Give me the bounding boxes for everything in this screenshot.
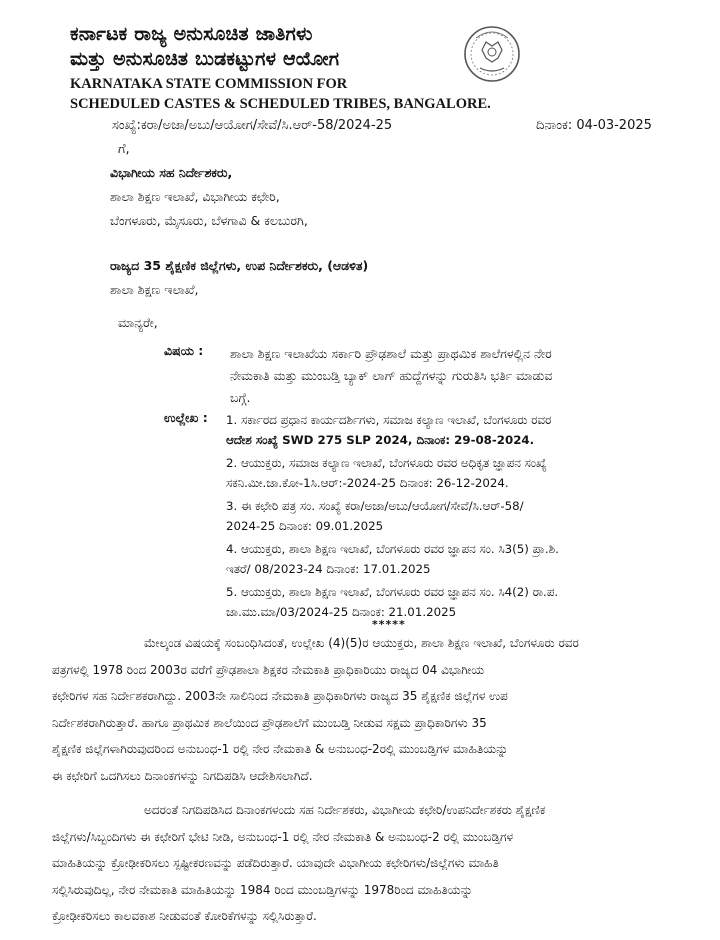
header-kannada-line1: ಕರ್ನಾಟಕ ರಾಜ್ಯ ಅನುಸೂಚಿತ ಜಾತಿಗಳು (70, 23, 313, 45)
reference-line: 1. ಸರ್ಕಾರದ ಪ್ರಧಾನ ಕಾರ್ಯದರ್ಶಿಗಳು, ಸಮಾಜ ಕಲ್ಯಾಣ ಇಲಾಖೆ, ಬೆಂಗಳೂರು ರವರ (226, 413, 552, 427)
header-english-line2: SCHEDULED CASTES & SCHEDULED TRIBES, BANGALORE. (70, 96, 491, 112)
address-line: ರಾಜ್ಯದ 35 ಶೈಕ್ಷಣಿಕ ಜಿಲ್ಲೆಗಳು, ಉಪ ನಿರ್ದೇಶಕರು, (ಆಡಳಿತ) (110, 258, 369, 273)
reference-item (226, 496, 696, 536)
emblem-seal-icon (462, 24, 522, 84)
paragraph-line: ಈ ಕಛೇರಿಗೆ ಒದಗಿಸಲು ದಿನಾಂಕಗಳನ್ನು ನಿಗದಿಪಡಿಸಿ ಆದೇಶಿಸಲಾಗಿದೆ. (52, 768, 313, 783)
reference-item (226, 582, 696, 622)
to-label: ಗೆ, (118, 142, 130, 157)
paragraph-line: ಅದರಂತೆ ನಿಗದಿಪಡಿಸಿದ ದಿನಾಂಕಗಳಂದು ಸಹ ನಿರ್ದೇಶಕರು, ವಿಭಾಗೀಯ ಕಛೇರಿ/ಉಪನಿರ್ದೇಶಕರು ಶೈಕ್ಷಣಿಕ (144, 803, 546, 817)
body-paragraph-1 (52, 630, 690, 790)
reference-line: ಆದೇಶ ಸಂಖ್ಯೆ SWD 275 SLP 2024, ದಿನಾಂಕ: 29-08-2024. (226, 433, 535, 447)
reference-line: 3. ಈ ಕಛೇರಿ ಪತ್ರ ಸಂ. ಸಂಖ್ಯೆ ಕರಾ/ಅಜಾ/ಅಬು/ಆಯೋಗ/ಸೇವೆ/ಸಿ.ಆರ್-58/ (226, 499, 524, 513)
address-line: ಶಾಲಾ ಶಿಕ್ಷಣ ಇಲಾಖೆ, (110, 282, 199, 297)
reference-line: ಇತರೆ/ 08/2023-24 ದಿನಾಂಕ: 17.01.2025 (226, 562, 431, 576)
address-line: ಬೆಂಗಳೂರು, ಮೈಸೂರು, ಬೆಳಗಾವಿ & ಕಲಬುರಗಿ, (110, 213, 308, 228)
reference-line: ಸಕನಿ.ಮೀ.ಜಾ.ಕೋ-1ಸಿ.ಆರ್:-2024-25 ದಿನಾಂಕ: 26-12-2024. (226, 476, 509, 490)
paragraph-line: ಪತ್ರಗಳಲ್ಲಿ 1978 ರಿಂದ 2003ರ ವರೆಗೆ ಪ್ರೌಢಶಾಲಾ ಶಿಕ್ಷಕರ ನೇಮಕಾತಿ ಪ್ರಾಧಿಕಾರಿಯು ರಾಜ್ಯದ 04 ವಿಭಾಗೀಯ (52, 662, 485, 677)
header-english-line1: KARNATAKA STATE COMMISSION FOR (70, 76, 348, 92)
reference-number: ಸಂಖ್ಯೆ:ಕರಾ/ಅಜಾ/ಅಬು/ಆಯೋಗ/ಸೇವೆ/ಸಿ.ಆರ್-58/2024-25 (112, 118, 393, 133)
letter-date: ದಿನಾಂಕ: 04-03-2025 (536, 118, 652, 133)
references-label: ಉಲ್ಲೇಖ : (164, 410, 208, 425)
paragraph-line: ಮೇಲ್ಕಂಡ ವಿಷಯಕ್ಕೆ ಸಂಬಂಧಿಸಿದಂತೆ, ಉಲ್ಲೇಖ (4)(5)ರ ಆಯುಕ್ತರು, ಶಾಲಾ ಶಿಕ್ಷಣ ಇಲಾಖೆ, ಬೆಂಗಳೂರು ರವರ (144, 636, 579, 650)
address-line: ವಿಭಾಗೀಯ ಸಹ ನಿರ್ದೇಶಕರು, (110, 165, 233, 180)
subject-label: ವಿಷಯ : (164, 343, 204, 358)
references-list (226, 410, 696, 625)
paragraph-line: ನಿರ್ದೇಶಕರಾಗಿರುತ್ತಾರೆ. ಹಾಗೂ ಪ್ರಾಥಮಿಕ ಶಾಲೆಯಿಂದ ಪ್ರೌಢಶಾಲೆಗೆ ಮುಂಬಡ್ತಿ ನೀಡುವ ಸಕ್ಷಮ ಪ್ರಾಧಿಕಾರಿಗಳು 35 (52, 715, 487, 730)
paragraph-line: ಕಛೇರಿಗಳ ಸಹ ನಿರ್ದೇಶಕರಾಗಿದ್ದು. 2003ನೇ ಸಾಲಿನಿಂದ ನೇಮಕಾತಿ ಪ್ರಾಧಿಕಾರಿಗಳು ರಾಜ್ಯದ 35 ಶೈಕ್ಷಣಿಕ ಜಿಲ್ಲೆಗಳ ಉಪ (52, 689, 508, 704)
salutation: ಮಾನ್ಯರೇ, (118, 315, 158, 330)
paragraph-line: ಜಿಲ್ಲೆಗಳು/ಸಿಬ್ಬಂದಿಗಳು ಈ ಕಛೇರಿಗೆ ಭೇಟಿ ನೀಡಿ, ಅನುಬಂಧ-1 ರಲ್ಲಿ ನೇರ ನೇಮಕಾತಿ & ಅನುಬಂಧ-2 ರಲ್ಲಿ ಮುಂಬಡ್ತಿಗಳ (52, 829, 514, 844)
paragraph-line: ಮಾಹಿತಿಯನ್ನು ಕ್ರೋಢೀಕರಿಸಲು ಸ್ಪಷ್ಟೀಕರಣವನ್ನು ಪಡೆದಿರುತ್ತಾರೆ. ಯಾವುದೇ ವಿಭಾಗೀಯ ಕಛೇರಿಗಳು/ಜಿಲ್ಲೆಗಳು ಮಾಹಿತಿ (52, 856, 499, 871)
address-line: ಶಾಲಾ ಶಿಕ್ಷಣ ಇಲಾಖೆ, ವಿಭಾಗೀಯ ಕಛೇರಿ, (110, 189, 280, 204)
header-kannada-line2: ಮತ್ತು ಅನುಸೂಚಿತ ಬುಡಕಟ್ಟುಗಳ ಆಯೋಗ (70, 48, 340, 70)
paragraph-line: ಶೈಕ್ಷಣಿಕ ಜಿಲ್ಲೆಗಳಾಗಿರುವುದರಿಂದ ಅನುಬಂಧ-1 ರಲ್ಲಿ ನೇರ ನೇಮಕಾತಿ & ಅನುಬಂಧ-2ರಲ್ಲಿ ಮುಂಬಡ್ತಿಗಳ ಮಾಹಿತಿಯನ್ನು (52, 742, 509, 757)
reference-line: 5. ಆಯುಕ್ತರು, ಶಾಲಾ ಶಿಕ್ಷಣ ಇಲಾಖೆ, ಬೆಂಗಳೂರು ರವರ ಜ್ಞಾಪನ ಸಂ. ಸಿ4(2) ರಾ.ಪ. (226, 585, 559, 599)
reference-line: 2. ಆಯುಕ್ತರು, ಸಮಾಜ ಕಲ್ಯಾಣ ಇಲಾಖೆ, ಬೆಂಗಳೂರು ರವರ ಅಧಿಕೃತ ಜ್ಞಾಪನ ಸಂಖ್ಯೆ (226, 456, 547, 470)
body-paragraph-2 (52, 797, 690, 930)
subject-line: ಶಾಲಾ ಶಿಕ್ಷಣ ಇಲಾಖೆಯ ಸರ್ಕಾರಿ ಪ್ರೌಢಶಾಲೆ ಮತ್ತು ಪ್ರಾಥಮಿಕ ಶಾಲೆಗಳಲ್ಲಿನ ನೇರ (230, 346, 552, 361)
reference-item (226, 410, 696, 450)
subject-line: ನೇಮಕಾತಿ ಮತ್ತು ಮುಂಬಡ್ತಿ ಬ್ಯಾಕ್ ಲಾಗ್ ಹುದ್ದೆಗಳನ್ನು ಗುರುತಿಸಿ ಭರ್ತಿ ಮಾಡುವ (230, 368, 553, 383)
reference-item (226, 539, 696, 579)
separator-stars: ***** (372, 618, 406, 631)
paragraph-line: ಕ್ರೋಢೀಕರಿಸಲು ಕಾಲವಕಾಶ ನೀಡುವಂತೆ ಕೋರಿಕೆಗಳನ್ನು ಸಲ್ಲಿಸಿರುತ್ತಾರೆ. (52, 909, 317, 924)
reference-line: ಜಾ.ಮು.ಮಾ/03/2024-25 ದಿನಾಂಕ: 21.01.2025 (226, 605, 457, 619)
reference-line: 4. ಆಯುಕ್ತರು, ಶಾಲಾ ಶಿಕ್ಷಣ ಇಲಾಖೆ, ಬೆಂಗಳೂರು ರವರ ಜ್ಞಾಪನ ಸಂ. ಸಿ3(5) ಪ್ರಾ.ಶಿ. (226, 542, 559, 556)
reference-line: 2024-25 ದಿನಾಂಕ: 09.01.2025 (226, 519, 384, 533)
reference-item (226, 453, 696, 493)
paragraph-line: ಸಲ್ಲಿಸಿರುವುದಿಲ್ಲ, ನೇರ ನೇಮಕಾತಿ ಮಾಹಿತಿಯನ್ನು 1984 ರಿಂದ ಮುಂಬಡ್ತಿಗಳನ್ನು 1978ರಿಂದ ಮಾಹಿತಿಯನ್ನು (52, 882, 473, 897)
subject-line: ಬಗ್ಗೆ. (230, 390, 251, 405)
letterhead (70, 22, 491, 112)
subject-text (230, 343, 660, 409)
